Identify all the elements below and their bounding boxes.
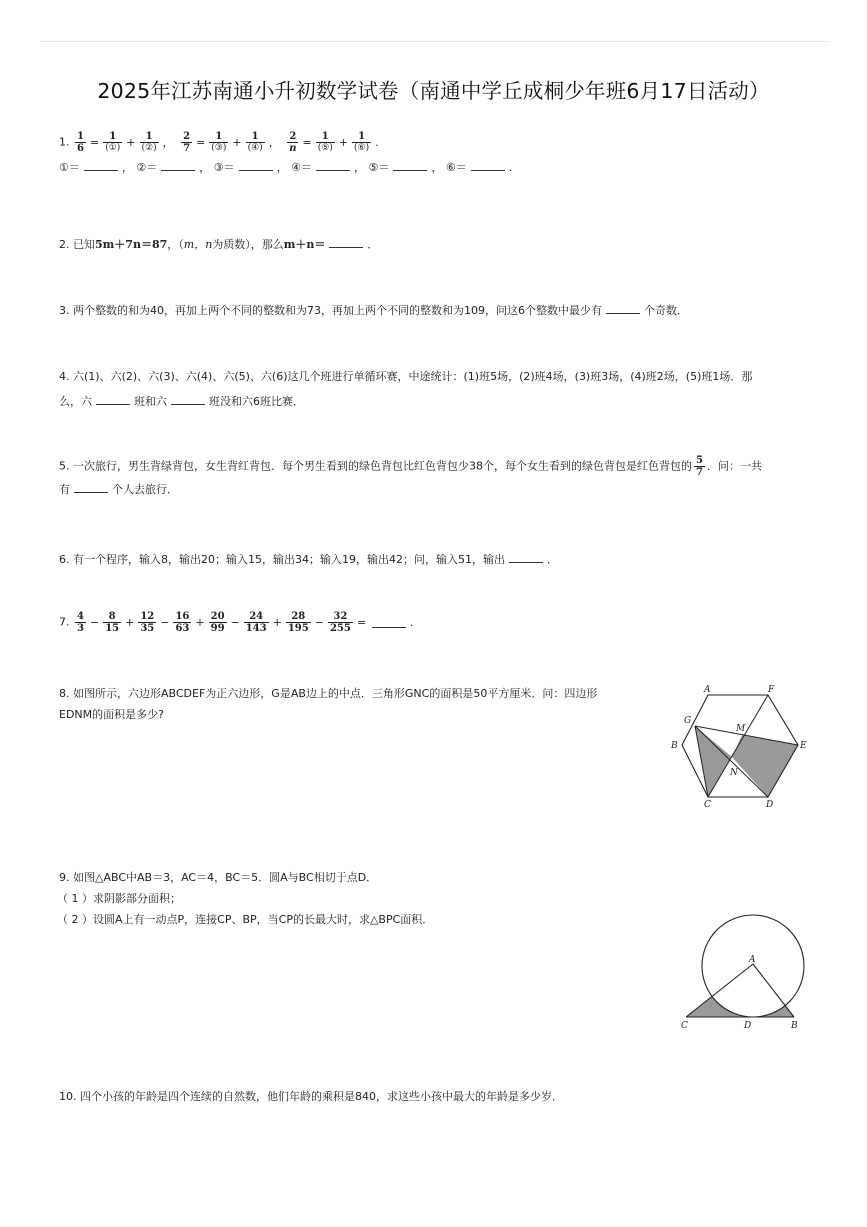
label-a: A <box>704 685 711 695</box>
q1-fraction: $\frac{1}{\text{(⑥)}}$ <box>354 131 370 153</box>
label-c: C <box>704 800 711 810</box>
q4-line-2: 么，六 班和六 班没和六6班比赛． <box>59 395 304 408</box>
q7-operator: + <box>272 615 282 629</box>
question-2: 2. 已知5m＋7n＝87，（m，n为质数），那么m＋n＝ ． <box>59 238 379 251</box>
q1-fraction: $\frac{2}{7}$ <box>183 131 191 154</box>
circle-triangle-figure <box>676 908 808 1034</box>
q1-fraction: $\frac{1}{\text{(①)}}$ <box>105 131 121 153</box>
q8-line-2: EDNM的面积是多少? <box>59 708 164 721</box>
q1-fraction: $\frac{1}{\text{(④)}}$ <box>247 131 263 153</box>
q9-part-2: （ 2 ）设圆A上有一动点P，连接CP、BP，当CP的长最大时，求△BPC面积． <box>57 913 434 926</box>
circle-a <box>702 915 804 1017</box>
answer-blank[interactable] <box>509 552 543 563</box>
question-8: 8. 如图所示，六边形ABCDEF为正六边形，G是AB边上的中点．三角形GNC的面积是50平方厘米．问：四边形 EDNM的面积是多少? <box>59 687 598 721</box>
label-b: B <box>791 1021 798 1031</box>
answer-blank[interactable] <box>239 160 273 171</box>
q9-part-1: （ 1 ）求阴影部分面积； <box>57 892 181 905</box>
question-9: 9. 如图△ABC中AB＝3，AC＝4，BC＝5．圆A与BC相切于点D． （ 1 ）求阴影部分面积； （ 2 ）设圆A上有一动点P，连接CP、BP，当CP的长最大时，求△BPC面积． <box>57 871 434 926</box>
label-c: C <box>681 1021 688 1031</box>
question-10: 10. 四个小孩的年龄是四个连续的自然数，他们年龄的乘积是840，求这些小孩中最大的年龄是多少岁． <box>59 1090 563 1103</box>
shaded-triangle-gnc <box>695 726 732 797</box>
q7-fraction: $\frac{4}{3}$ <box>77 611 84 634</box>
label-n: N <box>730 768 738 778</box>
q7-operator: + <box>125 615 135 629</box>
top-divider <box>40 41 828 42</box>
q7-operator: − <box>230 615 240 629</box>
question-3: 3. 两个整数的和为40，再加上两个不同的整数和为73，再加上两个不同的整数和为109，问这6个整数中最少有 个奇数． <box>59 304 688 317</box>
q1-fraction: $\frac{1}{\text{(⑤)}}$ <box>317 131 333 153</box>
label-f: F <box>768 685 775 695</box>
q7-fraction: $\frac{28}{195}$ <box>287 611 309 634</box>
answer-blank[interactable] <box>393 160 427 171</box>
q7-fraction: $\frac{12}{35}$ <box>140 611 155 634</box>
segment-ab <box>753 964 794 1017</box>
shaded-quadrilateral-ednm <box>732 735 798 797</box>
question-6: 6. 有一个程序，输入8，输出20；输入15，输出34；输入19，输出42；问，输入51，输出 ． <box>59 553 558 566</box>
answer-blank[interactable] <box>96 394 130 405</box>
q7-fraction: $\frac{16}{63}$ <box>175 611 190 634</box>
label-e: E <box>800 741 807 751</box>
q5-line-2: 有 个人去旅行． <box>59 483 178 496</box>
label-g: G <box>684 716 692 726</box>
question-4: 4. 六(1)、六(2)、六(3)、六(4)、六(5)、六(6)这几个班进行单循环赛，中途统计：(1)班5场，(2)班4场，(3)班3场，(4)班2场，(5)班1场．那 么，六 班和六 班没和六6班比赛． <box>59 370 753 408</box>
q7-fraction: $\frac{20}{99}$ <box>210 611 225 634</box>
answer-blank[interactable] <box>471 160 505 171</box>
page-title: 2025年江苏南通小升初数学试卷（南通中学丘成桐少年班6月17日活动） <box>97 79 770 103</box>
q5-fraction: $\frac{5}{7}$ <box>696 455 703 478</box>
q7-fraction: $\frac{32}{255}$ <box>329 611 351 634</box>
label-d: D <box>766 800 774 810</box>
answer-blank[interactable] <box>329 237 363 248</box>
question-7: 7. $\frac{4}{3}$ − $\frac{8}{15}$ + $\frac{12}{35}$ − $\frac{16}{63}$ + $\frac{20}{99}$ − $\frac{24}{143}$ + $\frac{28}{195}$ − $\frac{32}{255}$ = ． <box>59 611 422 634</box>
q1-fraction: $\frac{1}{\text{(③)}}$ <box>211 131 227 153</box>
label-m: M <box>736 724 746 734</box>
answer-blank[interactable] <box>161 160 195 171</box>
q7-operator: + <box>195 615 205 629</box>
q1-fraction: $\frac{2}{n}$ <box>289 131 297 154</box>
answer-blank[interactable] <box>316 160 350 171</box>
question-5: 5. 一次旅行，男生背绿背包，女生背红背包．每个男生看到的绿色背包比红色背包少38个，每个女生看到的绿色背包是红色背包的 $\frac{5}{7}$ ．问：一共 有 个人去旅行． <box>59 455 762 496</box>
q7-fraction: $\frac{24}{143}$ <box>245 611 267 634</box>
q7-operator: − <box>160 615 170 629</box>
q7-operator: − <box>314 615 324 629</box>
answer-blank[interactable] <box>84 160 118 171</box>
label-b: B <box>671 741 678 751</box>
label-d: D <box>744 1021 752 1031</box>
answer-blank[interactable] <box>74 482 108 493</box>
label-a: A <box>749 955 756 965</box>
q1-number: 1. <box>59 135 70 149</box>
q7-operator: − <box>89 615 100 629</box>
q1-fraction: $\frac{1}{\text{(②)}}$ <box>141 131 157 153</box>
question-1: 1. $\frac{1}{6}$ = $\frac{1}{\text{(①)}}$ + $\frac{1}{\text{(②)}}$ ， $\frac{2}{7}$ = $\frac{1}{\text{(③)}}$ + $\frac{1}{\text{(④)}}$ ， $\frac{2}{n}$ = $\frac{1}{\text{(⑤)}}$ + $\frac{1}{\text{(⑥)}}$ . ①＝ ， ②＝ ， ③＝ ， ④＝ ， ⑤＝ ， ⑥＝ . <box>59 131 513 174</box>
answer-blank[interactable] <box>372 617 406 628</box>
q7-fraction: $\frac{8}{15}$ <box>105 611 120 634</box>
answer-blank[interactable] <box>606 303 640 314</box>
q1-answer-line: ①＝ ， ②＝ ， ③＝ ， ④＝ ， ⑤＝ ， ⑥＝ . <box>59 161 513 174</box>
answer-blank[interactable] <box>171 394 205 405</box>
q1-fraction: $\frac{1}{6}$ <box>77 131 84 154</box>
hexagon-figure <box>664 682 814 812</box>
